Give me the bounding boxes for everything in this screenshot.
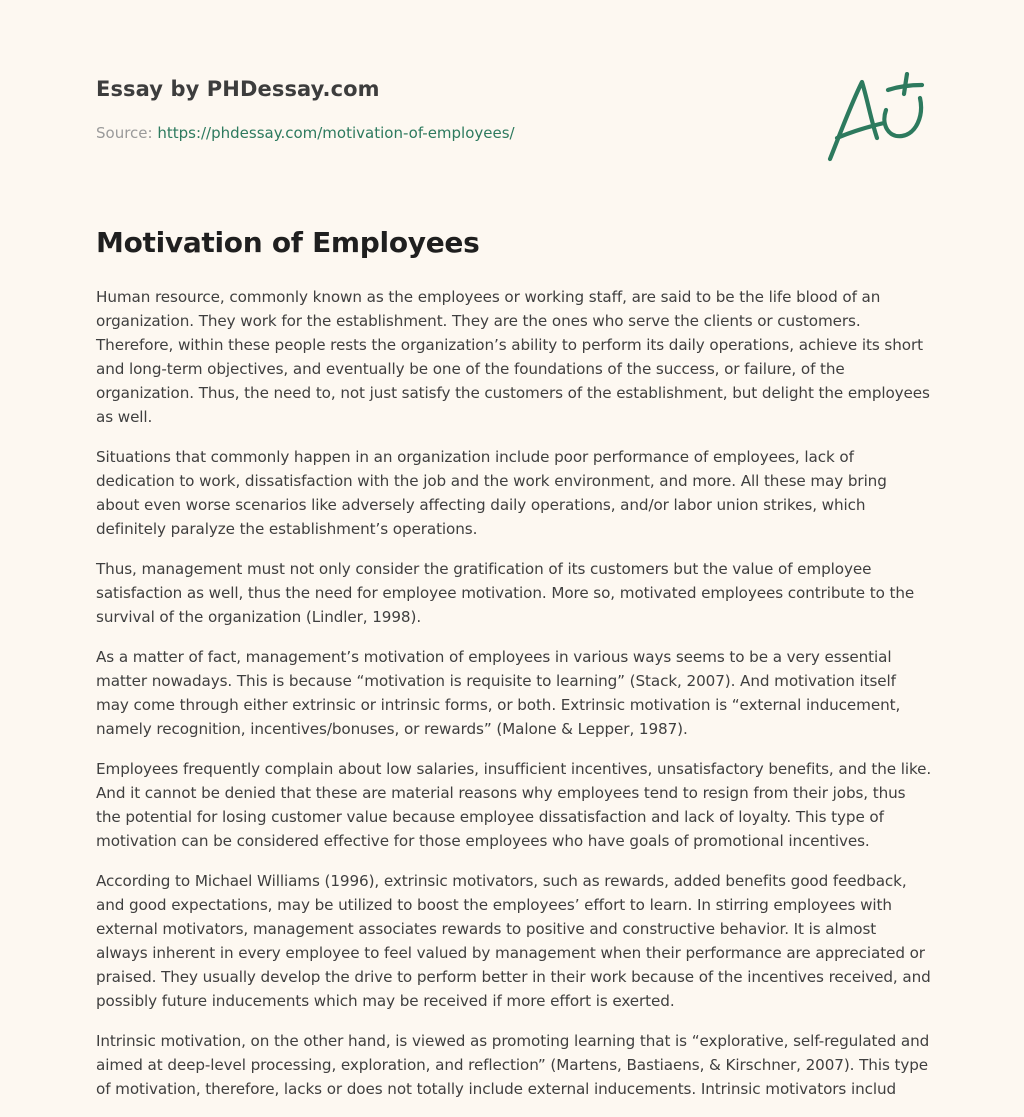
article-paragraph: Employees frequently complain about low salaries, insufficient incentives, unsatisfactory benefits, and the like. And it cannot be denied that these are material reasons why employees tend to resign from their jobs, thus the potential for losing customer value because employee dissatisfaction and lack of loyalty. This type of motivation can be considered effective for those employees who have goals of promotional incentives. bbox=[96, 760, 932, 850]
article-paragraph: Intrinsic motivation, on the other hand, is viewed as promoting learning that is “explorative, self-regulated and aimed at deep-level processing, exploration, and reflection” (Martens, Bastiaens, & Kirschner, 2007). This type of motivation, therefore, lacks or does not totally include external inducements. Intrinsic motivators includ bbox=[96, 1032, 930, 1098]
source-line bbox=[96, 124, 515, 142]
article-paragraph: Thus, management must not only consider the gratification of its customers but the value of employee satisfaction as well, thus the need for employee motivation. More so, motivated employees contribute to the survival of the organization (Lindler, 1998). bbox=[96, 560, 915, 626]
source-label: Source: bbox=[96, 124, 158, 142]
brand-title: Essay by PHDessay.com bbox=[96, 77, 380, 101]
article-paragraph: According to Michael Williams (1996), extrinsic motivators, such as rewards, added benefits good feedback, and good expectations, may be utilized to boost the employees’ effort to learn. In stirring employees with external motivators, management associates rewards to positive and constructive behavior. It is almost always inherent in every employee to feel valued by management when their performance are appreciated or praised. They usually develop the drive to perform better in their work because of the incentives received, and possibly future inducements which may be received if more effort is exerted. bbox=[96, 872, 931, 1010]
article-body bbox=[96, 285, 932, 1117]
article-paragraph: As a matter of fact, management’s motivation of employees in various ways seems to be a very essential matter nowadays. This is because “motivation is requisite to learning” (Stack, 2007). And motivation itself may come through either extrinsic or intrinsic forms, or both. Extrinsic motivation is “external inducement, namely recognition, incentives/bonuses, or rewards” (Malone & Lepper, 1987). bbox=[96, 648, 901, 738]
a-plus-icon bbox=[824, 72, 928, 164]
page-header bbox=[96, 72, 928, 182]
article-paragraph: Situations that commonly happen in an organization include poor performance of employees, lack of dedication to work, dissatisfaction with the job and the work environment, and more. All these may bring about even worse scenarios like adversely affecting daily operations, and/or labor union strikes, which definitely paralyze the establishment’s operations. bbox=[96, 448, 887, 538]
article-paragraph: Human resource, commonly known as the employees or working staff, are said to be the life blood of an organization. They work for the establishment. They are the ones who serve the clients or customers. Therefore, within these people rests the organization’s ability to perform its daily operations, achieve its short and long-term objectives, and eventually be one of the foundations of the success, or failure, of the organization. Thus, the need to, not just satisfy the customers of the establishment, but delight the employees as well. bbox=[96, 288, 930, 426]
article-title: Motivation of Employees bbox=[96, 226, 480, 259]
source-link[interactable]: https://phdessay.com/motivation-of-employees/ bbox=[157, 124, 515, 142]
